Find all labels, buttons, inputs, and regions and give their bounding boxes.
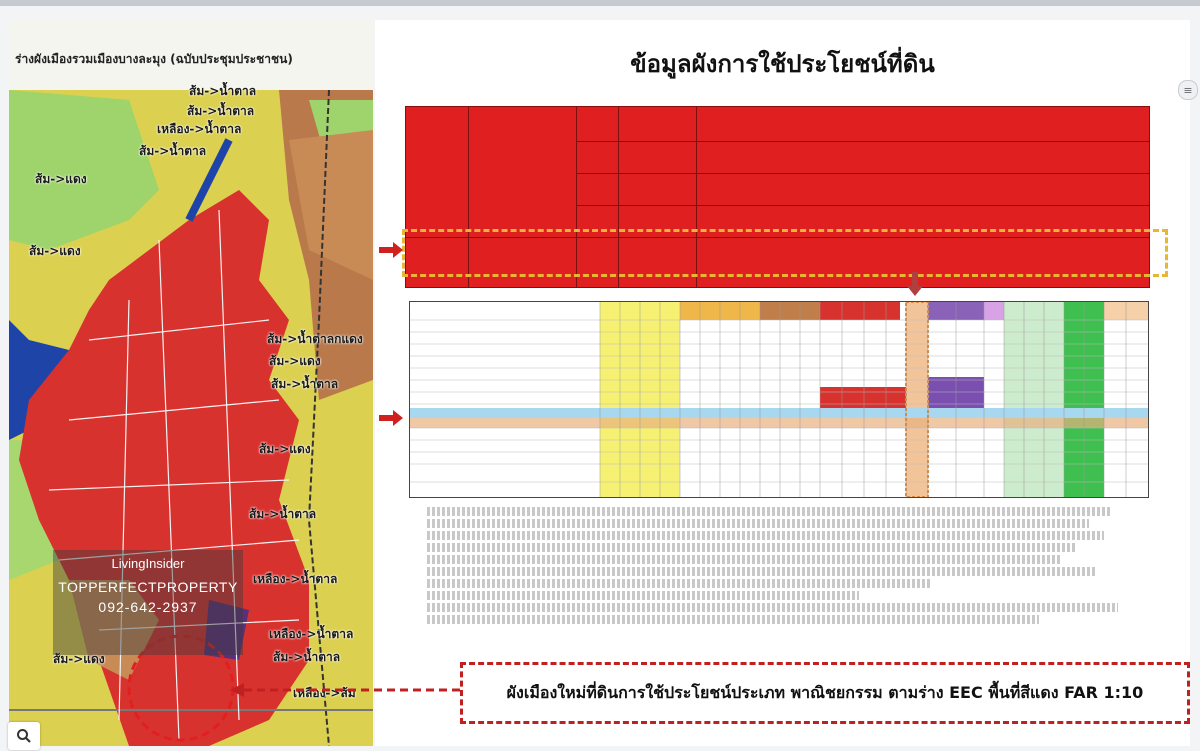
watermark [53, 550, 243, 655]
zoom-button[interactable] [8, 722, 40, 750]
document-title: ข้อมูลผังการใช้ประโยชน์ที่ดิน [630, 50, 935, 78]
notes-block [427, 504, 1147, 644]
map-label: ส้ม->น้ำตาล [271, 377, 339, 391]
map-label: ส้ม->น้ำตาลกแดง [267, 332, 363, 346]
menu-icon: ≡ [1183, 83, 1193, 97]
watermark-name: TOPPERFECTPROPERTY [58, 579, 238, 595]
land-use-grid [409, 301, 1149, 498]
side-menu-button[interactable] [1178, 80, 1198, 100]
map-title: ร่างผังเมืองรวมเมืองบางละมุง (ฉบับประชุมประชาชน) [15, 52, 293, 66]
map-label: ส้ม->แดง [29, 244, 81, 258]
map-label: ส้ม->แดง [53, 652, 105, 666]
callout-box [460, 662, 1190, 724]
map-label: เหลือง->น้ำตาล [253, 572, 338, 586]
land-use-map-image [9, 20, 373, 746]
watermark-phone: 092-642-2937 [98, 599, 198, 615]
map-label: ส้ม->น้ำตาล [139, 144, 207, 158]
top-bar [0, 0, 1200, 6]
arrow-down-icon [907, 272, 923, 298]
map-label: ส้ม->น้ำตาล [249, 507, 317, 521]
arrow-right-icon [379, 242, 405, 258]
map-label: ส้ม->แดง [269, 354, 321, 368]
land-use-document [375, 20, 1193, 746]
map-label: เหลือง->ส้ม [293, 686, 356, 700]
map-label: เหลือง->น้ำตาล [157, 122, 242, 136]
map-label: ส้ม->แดง [35, 172, 87, 186]
map-label: ส้ม->น้ำตาล [187, 104, 255, 118]
connector-arrow [230, 680, 462, 700]
highlighted-row [402, 229, 1168, 277]
map-label: ส้ม->น้ำตาล [189, 84, 257, 98]
callout-text: ผังเมืองใหม่ที่ดินการใช้ประโยชน์ประเภท พาณิชยกรรม ตามร่าง EEC พื้นที่สีแดง FAR 1:10 [506, 682, 1144, 702]
map-label: ส้ม->แดง [259, 442, 311, 456]
watermark-brand: LivingInsider [111, 556, 185, 571]
search-icon [16, 728, 32, 744]
arrow-right-icon [379, 410, 405, 426]
map-label: เหลือง->น้ำตาล [269, 627, 354, 641]
map-label: ส้ม->น้ำตาล [273, 650, 341, 664]
